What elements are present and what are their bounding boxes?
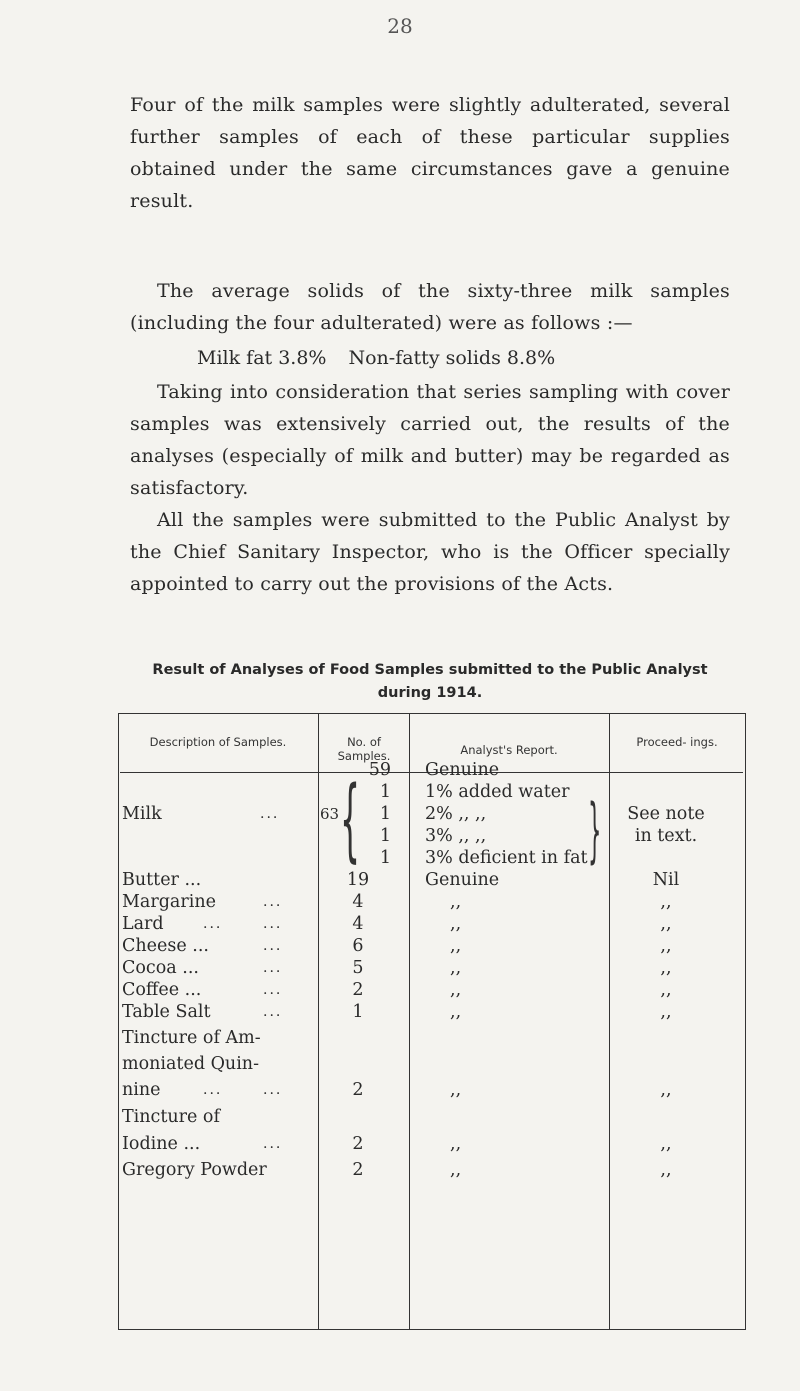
leader-dots: ...	[263, 1004, 283, 1020]
milk-count: 1	[379, 826, 391, 846]
header-report: Analyst's Report.	[460, 743, 558, 757]
table-title-year: during 1914.	[377, 685, 483, 701]
milk-fat-value: Milk fat 3.8%	[197, 347, 327, 369]
row-report: ,,	[450, 958, 462, 978]
row-description-quinine-line: moniated Quin-	[122, 1054, 259, 1074]
milk-report: 1% added water	[425, 782, 570, 802]
header-number: No. of Samples.	[337, 735, 391, 763]
header-proceedings: Proceed- ings.	[636, 735, 718, 749]
row-count: 2	[352, 1160, 364, 1180]
row-description: Gregory Powder	[122, 1160, 267, 1180]
row-count: 2	[352, 1080, 364, 1100]
row-proceedings: ,,	[660, 936, 672, 956]
row-proceedings: ,,	[660, 980, 672, 1000]
row-description-iodine-line: Iodine ...	[122, 1134, 201, 1154]
row-report: ,,	[450, 1002, 462, 1022]
leader-dots: ...	[263, 938, 283, 954]
row-proceedings: ,,	[660, 892, 672, 912]
row-description-quinine-line: Tincture of Am-	[122, 1028, 261, 1048]
table-top-rule	[118, 713, 746, 714]
row-report: ,,	[450, 936, 462, 956]
paragraph-series-sampling	[130, 376, 730, 504]
row-description: Margarine	[122, 892, 216, 912]
milk-report: 3% ,, ,,	[425, 826, 487, 846]
leader-dots: ...	[203, 916, 223, 932]
milk-report: 3% deficient in fat	[425, 848, 588, 868]
row-report: ,,	[450, 1134, 462, 1154]
row-proceedings: Nil	[652, 870, 680, 890]
paragraph-average-solids-text: The average solids of the sixty-three milk samples (including the four adulterated) were as follows :—	[130, 280, 730, 334]
row-description: Coffee ...	[122, 980, 202, 1000]
milk-report: 2% ,, ,,	[425, 804, 487, 824]
row-proceedings: ,,	[660, 1134, 672, 1154]
paragraph-public-analyst-text: All the samples were submitted to the Public Analyst by the Chief Sanitary Inspector, who is the Officer specially appointed to carry out the provisions of the Acts.	[130, 509, 730, 595]
milk-count: 1	[379, 782, 391, 802]
table-col-rule-2	[409, 713, 410, 1329]
milk-report-brace: }	[588, 789, 602, 871]
paragraph-public-analyst	[130, 504, 730, 600]
leader-dots: ...	[203, 1082, 223, 1098]
table-left-rule	[118, 713, 119, 1329]
row-report: ,,	[450, 914, 462, 934]
average-solids-values	[197, 342, 555, 374]
table-title: Result of Analyses of Food Samples submitted to the Public Analyst	[152, 662, 708, 678]
header-description: Description of Samples.	[149, 735, 287, 749]
leader-dots: ...	[263, 982, 283, 998]
row-report: ,,	[450, 1080, 462, 1100]
table-right-rule	[745, 713, 746, 1329]
row-proceedings: ,,	[660, 1160, 672, 1180]
row-count: 1	[352, 1002, 364, 1022]
paragraph-average-solids	[130, 275, 730, 339]
row-report: ,,	[450, 1160, 462, 1180]
row-description: Cocoa ...	[122, 958, 199, 978]
row-description: Butter ...	[122, 870, 202, 890]
milk-proceedings: See note	[627, 804, 705, 824]
row-description: Table Salt	[122, 1002, 211, 1022]
milk-brace: {	[340, 767, 361, 872]
leader-dots: ...	[263, 916, 283, 932]
table-bottom-rule	[118, 1329, 746, 1330]
leader-dots: ...	[263, 960, 283, 976]
row-description-quinine-line: nine	[122, 1080, 161, 1100]
page-number: 28	[387, 14, 413, 38]
row-count: 2	[352, 1134, 364, 1154]
row-proceedings: ,,	[660, 1002, 672, 1022]
non-fatty-solids-value: Non-fatty solids 8.8%	[348, 347, 556, 369]
row-proceedings: ,,	[660, 958, 672, 978]
milk-count: 1	[379, 804, 391, 824]
leader-dots: ...	[263, 1082, 283, 1098]
milk-report: Genuine	[425, 760, 500, 780]
row-report: ,,	[450, 980, 462, 1000]
milk-count: 59	[368, 760, 391, 780]
row-count: 5	[352, 958, 364, 978]
row-report: Genuine	[425, 870, 500, 890]
row-proceedings: ,,	[660, 1080, 672, 1100]
leader-dots: ...	[260, 806, 280, 822]
paragraph-adulterated: Four of the milk samples were slightly adulterated, several further samples of each of these particular supplies obtained under the same circumstances gave a genuine result.	[130, 94, 730, 212]
row-description-iodine-line: Tincture of	[122, 1107, 220, 1127]
table-col-rule-1	[318, 713, 319, 1329]
row-report: ,,	[450, 892, 462, 912]
row-count: 2	[352, 980, 364, 1000]
row-proceedings: ,,	[660, 914, 672, 934]
milk-proceedings: in text.	[634, 826, 698, 846]
row-description-milk: Milk	[122, 804, 162, 824]
leader-dots: ...	[263, 894, 283, 910]
leader-dots: ...	[263, 1136, 283, 1152]
row-count: 4	[352, 914, 364, 934]
row-count: 6	[352, 936, 364, 956]
row-description: Cheese ...	[122, 936, 209, 956]
table-col-rule-3	[609, 713, 610, 1329]
milk-total: 63	[320, 805, 340, 823]
paragraph-series-sampling-text: Taking into consideration that series sampling with cover samples was extensively carried out, the results of the analyses (especially of milk and butter) may be regarded as satisfactory.	[130, 381, 730, 499]
row-count: 19	[346, 870, 370, 890]
row-count: 4	[352, 892, 364, 912]
milk-count: 1	[379, 848, 391, 868]
row-description: Lard	[122, 914, 164, 934]
